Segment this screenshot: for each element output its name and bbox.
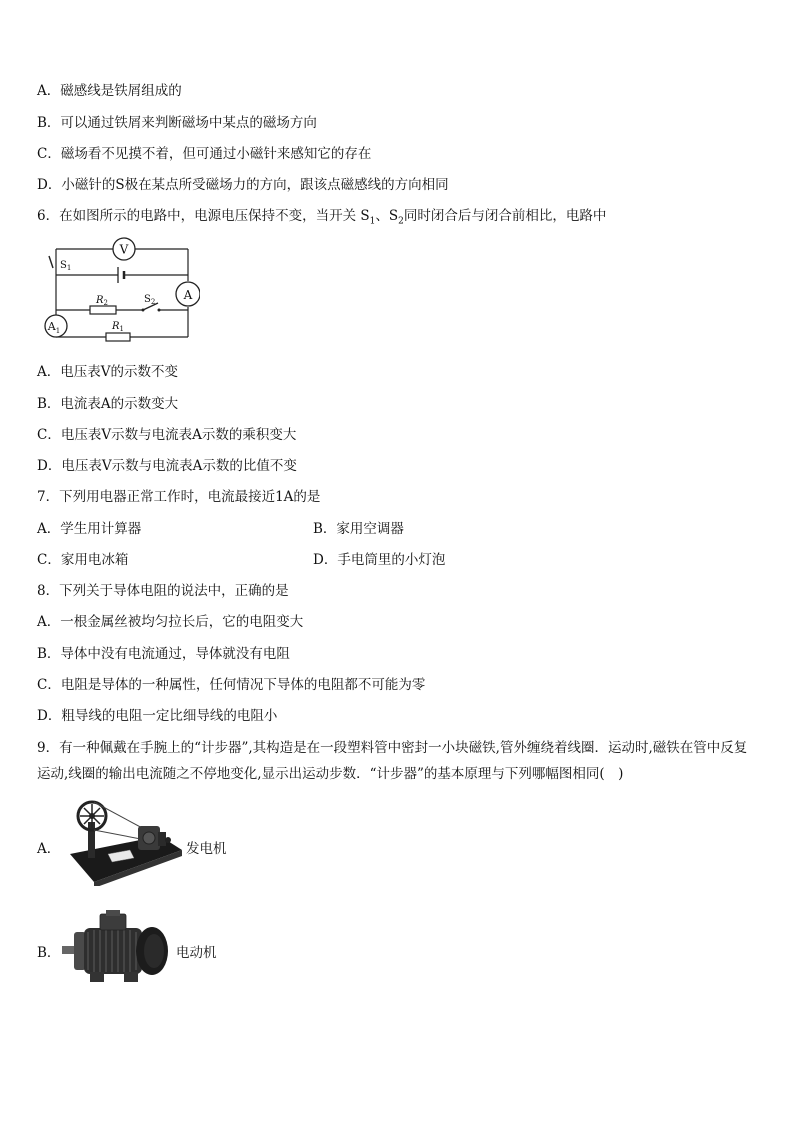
- resistor-r1: [106, 333, 130, 341]
- q8-option-d: D．粗导线的电阻一定比细导线的电阻小: [37, 708, 278, 724]
- q9-option-b-letter: B．: [37, 945, 61, 961]
- ammeter1-label: $A_1$: [47, 320, 61, 335]
- q6-option-c: C．电压表V示数与电流表A示数的乘积变大: [37, 427, 297, 443]
- q5-option-b: B．可以通过铁屑来判断磁场中某点的磁场方向: [37, 115, 317, 131]
- q7-stem: 7．下列用电器正常工作时，电流最接近1A的是: [37, 489, 321, 505]
- q8-option-c: C．电阻是导体的一种属性，任何情况下导体的电阻都不可能为零: [37, 677, 426, 693]
- q5-option-d: D．小磁针的S极在某点所受磁场力的方向，跟该点磁感线的方向相同: [37, 177, 449, 193]
- resistor-r2: [90, 306, 116, 314]
- q8-stem: 8．下列关于导体电阻的说法中，正确的是: [37, 583, 289, 599]
- circuit-diagram: [40, 236, 200, 352]
- motor-image: [62, 908, 172, 986]
- q7-option-d: D．手电筒里的小灯泡: [313, 552, 446, 568]
- q9-option-a-letter: A．: [37, 841, 61, 857]
- q9-option-b-label: 电动机: [176, 945, 217, 961]
- q7-option-c: C．家用电冰箱: [37, 552, 129, 568]
- q7-option-b: B．家用空调器: [313, 521, 404, 537]
- ammeter-label: A: [183, 288, 193, 302]
- voltmeter-label: V: [119, 242, 129, 257]
- q6-option-b: B．电流表A的示数变大: [37, 396, 179, 412]
- s2-contact-right: [158, 309, 161, 312]
- r2-label: $R_2$: [96, 295, 108, 307]
- s1-label: $S_1$: [60, 260, 72, 272]
- q5-option-c: C．磁场看不见摸不着，但可通过小磁针来感知它的存在: [37, 146, 372, 162]
- r1-label: $R_1$: [112, 321, 124, 333]
- s2-label: $S_2$: [144, 294, 156, 306]
- q7-option-a: A．学生用计算器: [37, 521, 142, 537]
- q5-option-a: A．磁感线是铁屑组成的: [37, 83, 182, 99]
- q9-option-a-label: 发电机: [186, 841, 227, 857]
- q6-stem: 6．在如图所示的电路中，电源电压保持不变，当开关 $S_1$、$S_2$同时闭合后与闭合前相比，电路中: [37, 208, 607, 227]
- q8-option-a: A．一根金属丝被均匀拉长后，它的电阻变大: [37, 614, 304, 630]
- q9-stem: 9．有一种佩戴在手腕上的“计步器”,其构造是在一段塑料管中密封一小块磁铁,管外缠绕着线圈．运动时,磁铁在管中反复运动,线圈的输出电流随之不停地变化,显示出运动步数．“计步器”的基本原理与下列哪幅图相同( ): [37, 740, 748, 782]
- q6-option-d: D．电压表V示数与电流表A示数的比值不变: [37, 458, 297, 474]
- q8-option-b: B．导体中没有电流通过，导体就没有电阻: [37, 646, 290, 662]
- q6-option-a: A．电压表V的示数不变: [37, 364, 178, 380]
- generator-image: [68, 800, 184, 886]
